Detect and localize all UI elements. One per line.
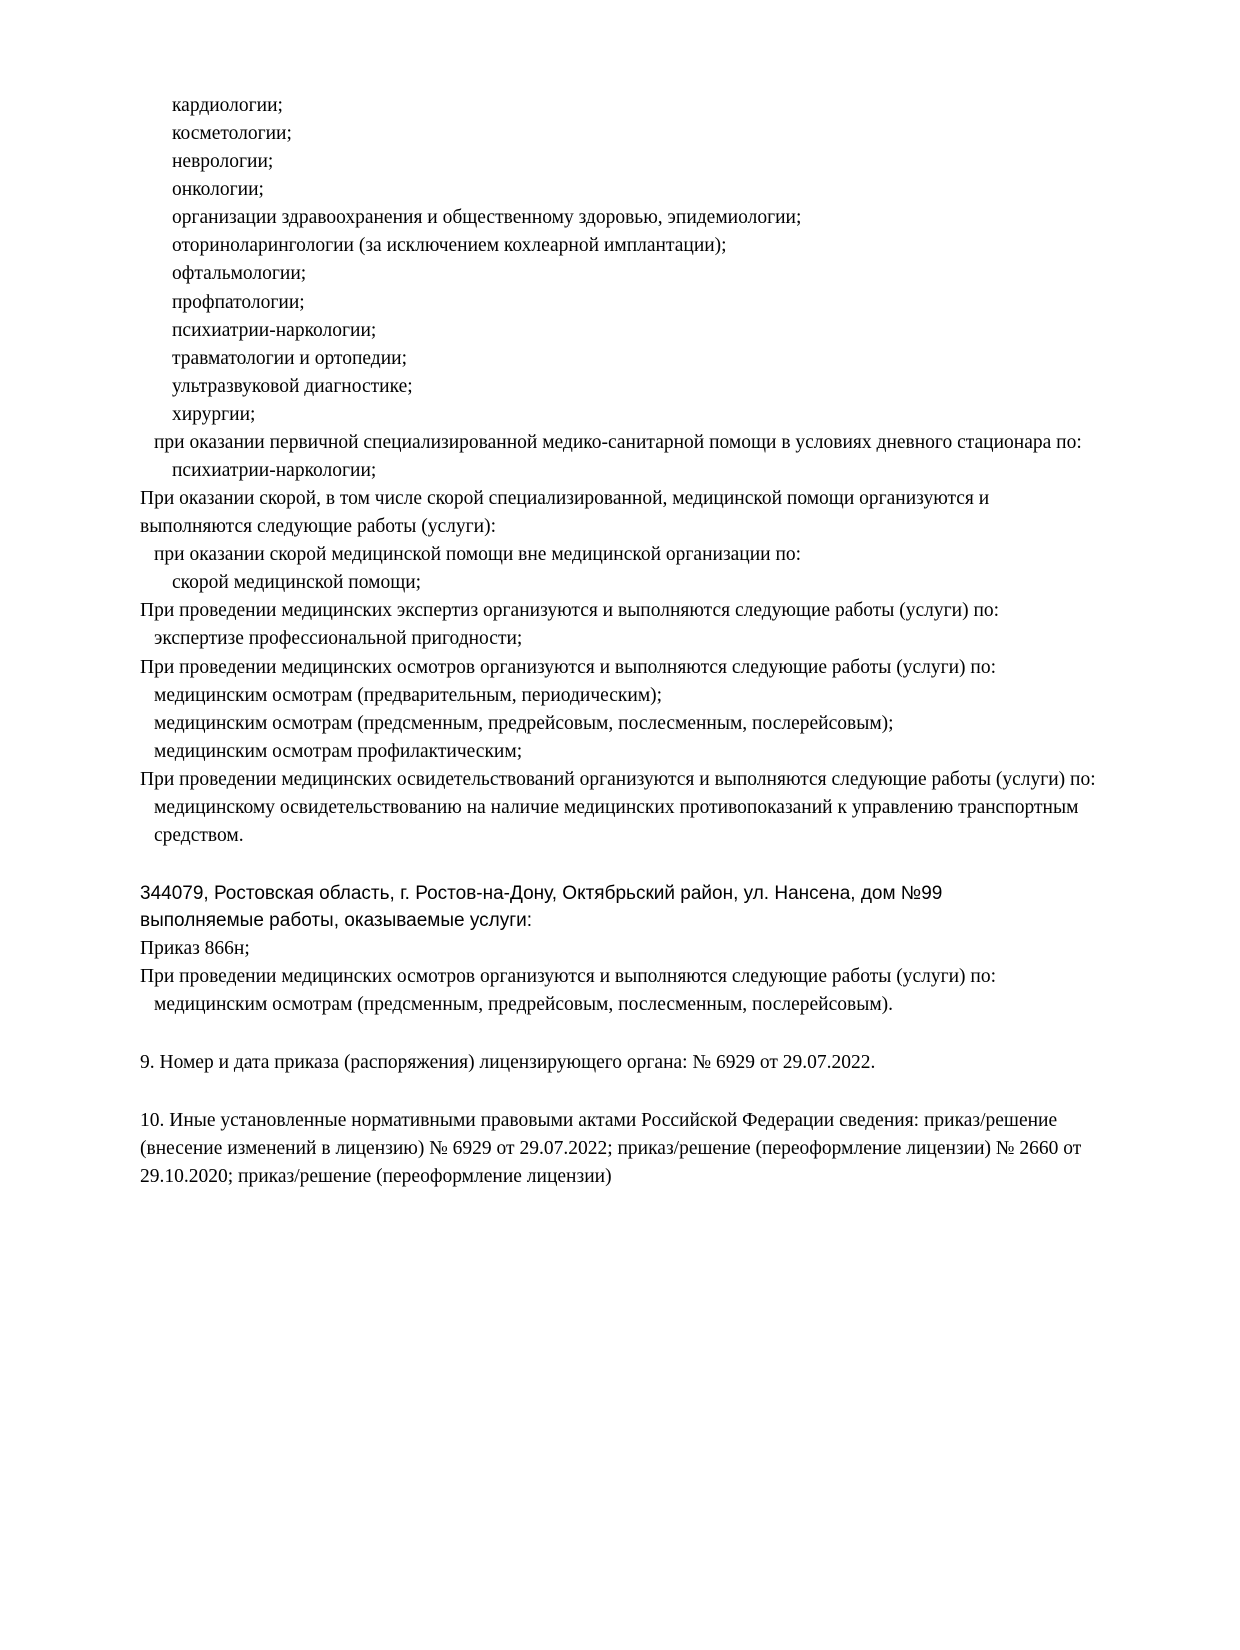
exams-item: медицинским осмотрам профилактическим;	[154, 740, 523, 762]
attestation-item: медицинскому освидетельствованию на наличие медицинских противопоказаний к управлению транспортным средством.	[154, 796, 1084, 847]
specialty-item: кардиологии;	[172, 95, 283, 116]
facility-exams-intro: При проведении медицинских осмотров организуются и выполняются следующие работы (услуги) по:	[140, 965, 996, 987]
specialty-item: косметологии;	[172, 123, 292, 145]
specialty-item: профпатологии;	[172, 291, 305, 313]
spacer	[140, 1077, 1100, 1107]
emergency-subheading: при оказании скорой медицинской помощи вне медицинской организации по:	[154, 544, 802, 566]
spacer	[140, 850, 1100, 880]
item-9-order-number-date: 9. Номер и дата приказа (распоряжения) лицензирующего органа: № 6929 от 29.07.2022.	[140, 1052, 876, 1074]
facility-address: 344079, Ростовская область, г. Ростов-на-Дону, Октябрьский район, ул. Нансена, дом №99	[140, 883, 943, 905]
exams-intro: При проведении медицинских осмотров организуются и выполняются следующие работы (услуги) по:	[140, 656, 996, 678]
facility-works-label: выполняемые работы, оказываемые услуги:	[140, 910, 533, 932]
specialty-item: неврологии;	[172, 151, 274, 173]
exams-item: медицинским осмотрам (предсменным, предрейсовым, послесменным, послерейсовым);	[154, 712, 894, 734]
specialty-item: офтальмологии;	[172, 263, 307, 285]
facility-exams-item: медицинским осмотрам (предсменным, предрейсовым, послесменным, послерейсовым).	[154, 993, 894, 1015]
specialty-item: ультразвуковой диагностике;	[172, 375, 413, 397]
attestation-intro: При проведении медицинских освидетельствований организуются и выполняются следующие работы (услуги) по:	[140, 768, 1096, 790]
emergency-item: скорой медицинской помощи;	[172, 572, 422, 594]
spacer	[140, 1019, 1100, 1049]
document-body	[140, 92, 1100, 1191]
day-hospital-intro: при оказании первичной специализированной медико-санитарной помощи в условиях дневного стационара по:	[154, 431, 1082, 453]
specialty-item: оториноларингологии (за исключением кохлеарной имплантации);	[172, 235, 727, 257]
emergency-intro: При оказании скорой, в том числе скорой специализированной, медицинской помощи организуются и выполняются следующие работы (услуги):	[140, 488, 995, 538]
expertise-item: экспертизе профессиональной пригодности;	[154, 628, 523, 650]
exams-item: медицинским осмотрам (предварительным, периодическим);	[154, 684, 663, 706]
facility-order: Приказ 866н;	[140, 937, 250, 959]
specialty-item: организации здравоохранения и общественному здоровью, эпидемиологии;	[172, 207, 802, 229]
specialty-item: онкологии;	[172, 179, 264, 201]
specialty-item: психиатрии-наркологии;	[172, 319, 377, 341]
day-hospital-item: психиатрии-наркологии;	[172, 460, 377, 482]
expertise-intro: При проведении медицинских экспертиз организуются и выполняются следующие работы (услуги) по:	[140, 600, 1000, 622]
specialty-item: хирургии;	[172, 403, 256, 425]
specialty-item: травматологии и ортопедии;	[172, 347, 407, 369]
item-10-other-information: 10. Иные установленные нормативными правовыми актами Российской Федерации сведения: приказ/решение (внесение изменений в лицензию) № 6929 от 29.07.2022; приказ/решение (переоформление лицензии) № 2660 от 29.10.2020; приказ/решение (переоформление лицензии)	[140, 1110, 1087, 1188]
